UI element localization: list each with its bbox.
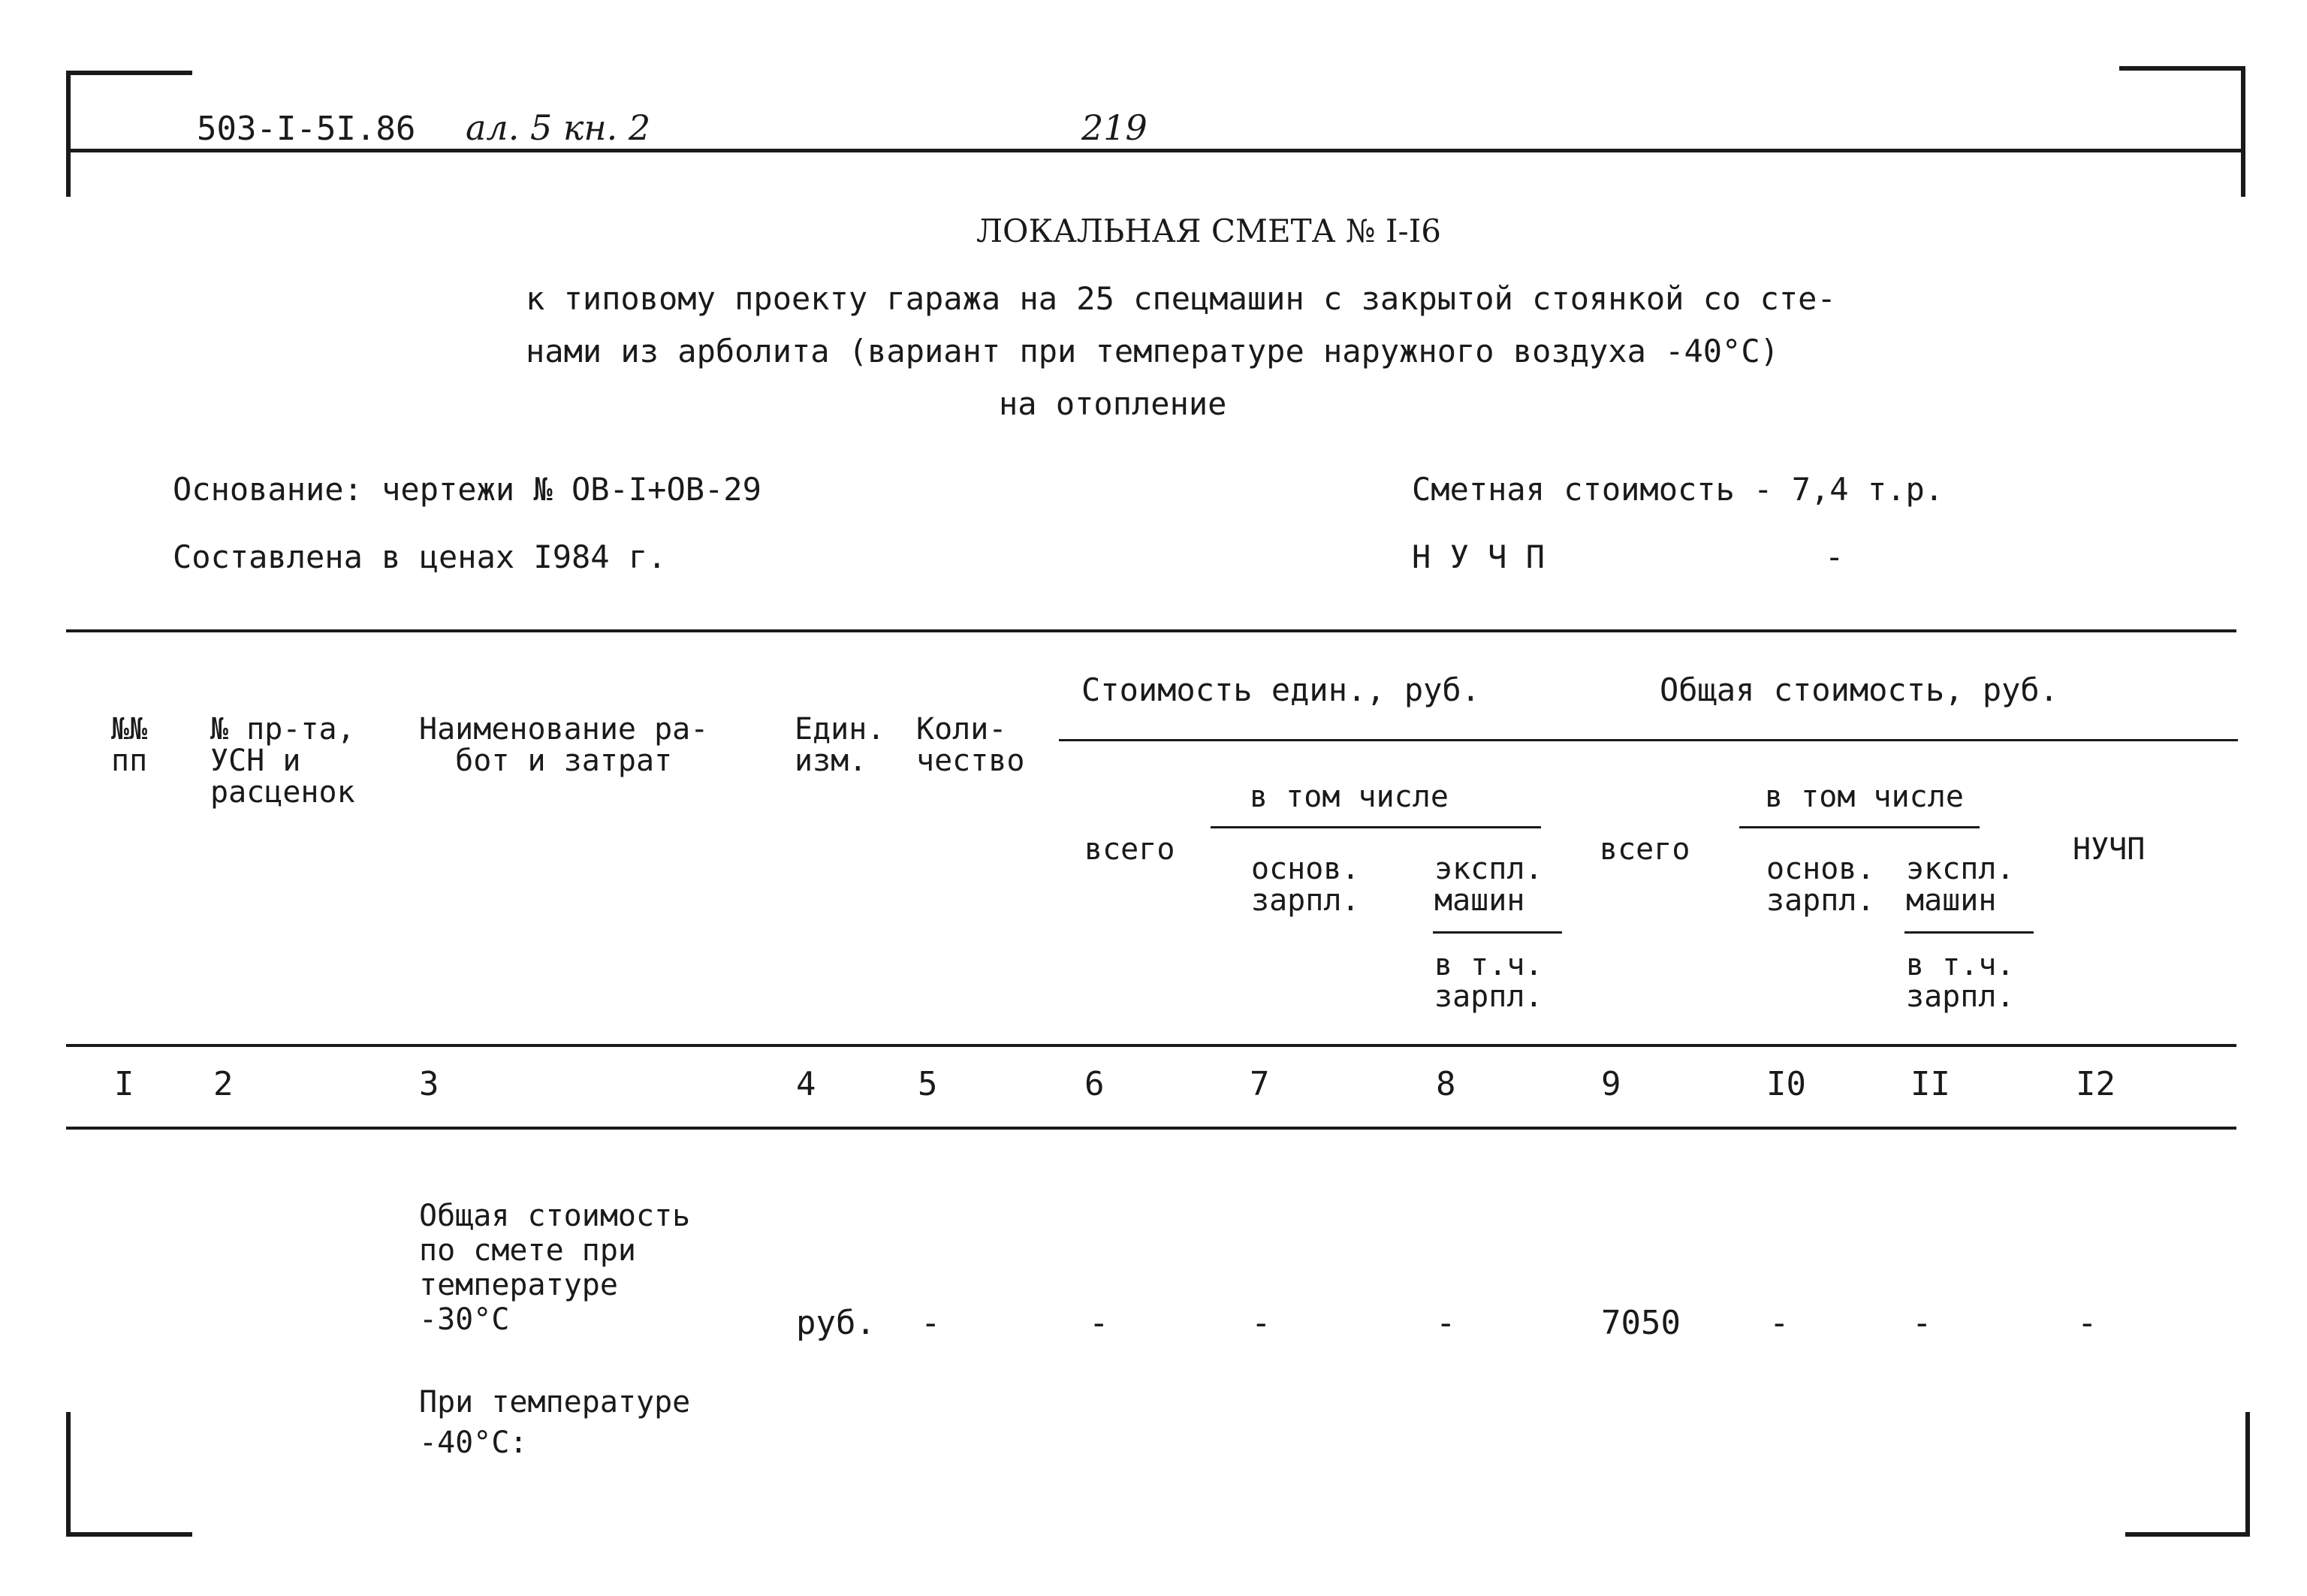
colnum-bottom-rule xyxy=(66,1127,2236,1130)
header-total-cost-group: Общая стоимость, руб. xyxy=(1660,671,2059,708)
column-number: 9 xyxy=(1601,1065,1621,1103)
row1-c12: - xyxy=(2077,1304,2097,1342)
header-salary7: основ. зарпл. xyxy=(1251,852,1360,918)
page-number: 219 xyxy=(1081,107,1147,148)
header-rule xyxy=(66,149,2245,152)
row1-name: Общая стоимость по смете при температуре -30°С xyxy=(419,1199,691,1337)
handwritten-reference: ал. 5 кн. 2 xyxy=(466,107,651,148)
row1-c7: - xyxy=(1251,1304,1271,1342)
header-incl-salary11: в т.ч. зарпл. xyxy=(1906,948,2015,1014)
column-number: I2 xyxy=(2076,1065,2116,1103)
nuchp-value: - xyxy=(1825,539,1844,575)
title-line-1: к типовому проекту гаража на 25 спецмашин с закрытой стоянкой со сте- xyxy=(526,280,1836,317)
row1-qty: - xyxy=(921,1304,941,1342)
table-top-rule xyxy=(66,629,2236,632)
document-code: 503-I-5I.86 xyxy=(197,110,416,148)
header-bottom-rule xyxy=(66,1044,2236,1047)
frame-bottom-right xyxy=(2125,1532,2250,1537)
prices-text: Составлена в ценах I984 г. xyxy=(173,539,667,575)
document-title: ЛОКАЛЬНАЯ СМЕТА № I-I6 xyxy=(976,213,1442,249)
row1-unit: руб. xyxy=(796,1304,876,1342)
incl1-underline xyxy=(1211,826,1541,828)
header-total9: всего xyxy=(1600,832,1690,867)
frame-left-bottom xyxy=(66,1412,71,1537)
title-line-3: на отопление xyxy=(999,385,1227,422)
column-number: 5 xyxy=(918,1065,938,1103)
header-machines8: экспл. машин xyxy=(1434,852,1543,918)
machines11-underline xyxy=(1904,931,2034,934)
incl2-underline xyxy=(1739,826,1980,828)
machines8-underline xyxy=(1433,931,1562,934)
header-col3: Наименование ра- бот и затрат xyxy=(419,712,709,778)
header-salary10: основ. зарпл. xyxy=(1766,852,1875,918)
basis-text: Основание: чертежи № ОВ-I+ОВ-29 xyxy=(173,471,761,508)
header-col1: №№ пп xyxy=(111,712,148,778)
frame-bottom-left xyxy=(66,1532,192,1537)
nuchp-label: Н У Ч П xyxy=(1412,539,1546,575)
row1-c10: - xyxy=(1769,1304,1790,1342)
header-incl-salary8: в т.ч. зарпл. xyxy=(1434,948,1543,1014)
header-nuchp12: НУЧП xyxy=(2073,832,2146,867)
row1-c9: 7050 xyxy=(1601,1304,1681,1342)
column-number: 4 xyxy=(796,1065,816,1103)
column-number: 2 xyxy=(213,1065,234,1103)
frame-right-bottom xyxy=(2245,1412,2250,1537)
header-incl2: в том числе xyxy=(1765,780,1964,814)
header-machines11: экспл. машин xyxy=(1906,852,2015,918)
row1-c11: - xyxy=(1912,1304,1932,1342)
column-number: 8 xyxy=(1436,1065,1456,1103)
column-number: I0 xyxy=(1766,1065,1806,1103)
estimated-cost: Сметная стоимость - 7,4 т.р. xyxy=(1412,471,1944,508)
column-number: 7 xyxy=(1250,1065,1270,1103)
column-number: II xyxy=(1910,1065,1950,1103)
header-col2: № пр-та, УСН и расценок xyxy=(210,712,355,810)
row1-c6: - xyxy=(1089,1304,1109,1342)
column-number: I xyxy=(114,1065,134,1103)
column-number: 3 xyxy=(419,1065,439,1103)
title-line-2: нами из арболита (вариант при температуре наружного воздуха -40°С) xyxy=(526,333,1779,370)
frame-top-left xyxy=(66,71,192,75)
frame-left-top xyxy=(66,71,71,197)
header-incl1: в том числе xyxy=(1250,780,1449,814)
column-number: 6 xyxy=(1084,1065,1105,1103)
frame-top-right xyxy=(2119,66,2245,71)
frame-right-top xyxy=(2241,66,2245,197)
row2-name: При температуре -40°С: xyxy=(419,1385,691,1460)
header-total6: всего xyxy=(1084,832,1175,867)
row1-c8: - xyxy=(1436,1304,1456,1342)
header-col5: Коли- чество xyxy=(916,712,1025,778)
header-col4: Един. изм. xyxy=(795,712,885,778)
header-unit-cost-group: Стоимость един., руб. xyxy=(1081,671,1481,708)
group-header-rule xyxy=(1059,739,2238,741)
